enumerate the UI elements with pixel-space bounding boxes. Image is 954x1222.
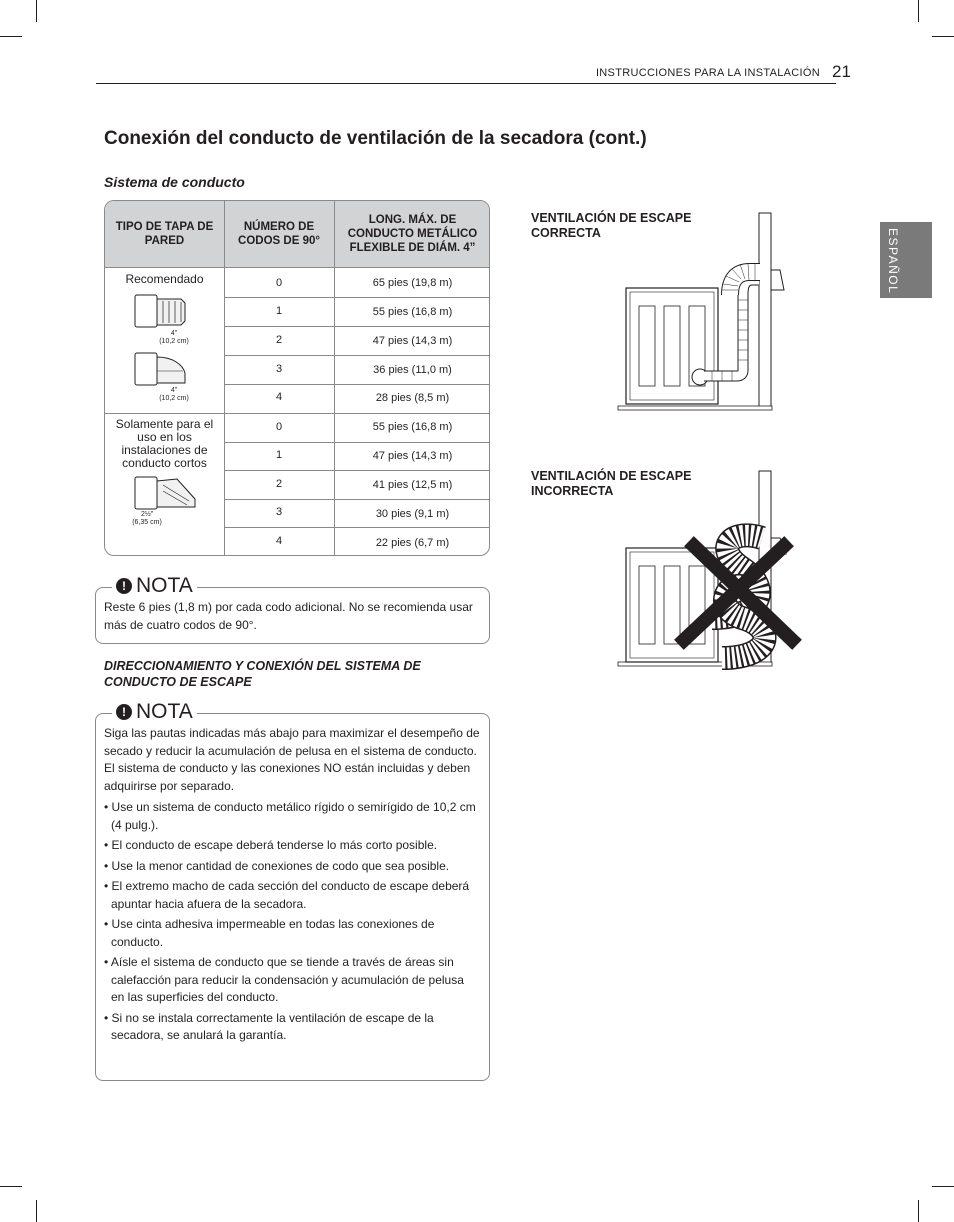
- cell-long: 30 pies (9,1 m): [375, 508, 450, 520]
- crop-mark: [932, 36, 954, 37]
- list-item: • Use cinta adhesiva impermeable en todas las conexiones de conducto.: [104, 917, 435, 949]
- section-subtitle: Sistema de conducto: [104, 174, 245, 190]
- list-item: • Si no se instala correctamente la ventilación de escape de la secadora, se anulará la garantía.: [104, 1010, 434, 1042]
- cell-long: 41 pies (12,5 m): [372, 479, 453, 491]
- wall-cap-hood-icon: [133, 351, 191, 389]
- table-divider: [224, 499, 490, 500]
- correct-vent-diagram: [612, 210, 792, 416]
- note-paragraph: Siga las pautas indicadas más abajo para maximizar el desempeño de secado y reducir la acumulación de pelusa en el sistema de conducto.: [104, 726, 480, 758]
- cell-codos: 2: [275, 334, 283, 346]
- language-tab-label: ESPAÑOL: [886, 228, 900, 295]
- cell-codos: 0: [275, 277, 283, 289]
- cell-long: 28 pies (8,5 m): [375, 392, 450, 404]
- cell-long: 22 pies (6,7 m): [375, 537, 450, 549]
- wall-cap-louver-icon: [133, 293, 191, 331]
- table-divider: [224, 470, 490, 471]
- table-divider: [224, 442, 490, 443]
- list-item: • El conducto de escape deberá tenderse lo más corto posible.: [104, 838, 438, 852]
- table-divider: [224, 527, 490, 528]
- table-divider: [224, 201, 225, 556]
- group-label-recommended: Recomendado: [125, 272, 204, 286]
- crop-mark: [36, 1200, 37, 1222]
- list-item: • Aísle el sistema de conducto que se tiende a través de áreas sin calefacción para reducir la condensación y acumulación de pelusa en las superficies del conducto.: [104, 955, 464, 1004]
- cell-long: 36 pies (11,0 m): [373, 364, 452, 376]
- cell-codos: 4: [275, 391, 283, 403]
- crop-mark: [0, 1186, 22, 1187]
- cell-codos: 1: [275, 305, 283, 317]
- cell-codos: 2: [275, 478, 283, 490]
- dimension-label: 4” (10,2 cm): [159, 330, 189, 345]
- note-title: NOTA: [136, 574, 193, 597]
- page-title: Conexión del conducto de ventilación de la secadora (cont.): [104, 128, 647, 149]
- list-item: • El extremo macho de cada sección del conducto de escape deberá apuntar hacia afuera de la secadora.: [104, 879, 470, 911]
- exclamation-icon: !: [116, 578, 132, 594]
- note-title: NOTA: [136, 700, 193, 723]
- list-item: • Use la menor cantidad de conexiones de codo que sea posible.: [104, 858, 450, 873]
- cell-long: 55 pies (16,8 m): [372, 421, 453, 433]
- header-section: INSTRUCCIONES PARA LA INSTALACIÓN: [595, 67, 820, 79]
- dimension-label: 4” (10,2 cm): [159, 387, 189, 402]
- incorrect-vent-label: VENTILACIÓN DE ESCAPE INCORRECTA: [531, 469, 692, 498]
- table-divider: [224, 355, 490, 356]
- header-rule: [96, 83, 836, 84]
- language-tab: [880, 222, 932, 298]
- section-heading: DIRECCIONAMIENTO Y CONEXIÓN DEL SISTEMA DE CONDUCTO DE ESCAPE: [104, 659, 421, 689]
- table-divider: [105, 267, 490, 268]
- crop-mark: [0, 36, 22, 37]
- table-divider: [334, 201, 335, 556]
- note-text: Reste 6 pies (1,8 m) por cada codo adicional. No se recomienda usar más de cuatro codos de 90°.: [104, 600, 473, 632]
- duct-table: [104, 200, 490, 556]
- header-elbows: NÚMERO DE CODOS DE 90°: [238, 221, 320, 247]
- note-heading: [112, 700, 197, 724]
- header-wall-cap: TIPO DE TAPA DE PARED: [115, 221, 214, 247]
- table-divider: [224, 297, 490, 298]
- header-max-length: LONG. MÁX. DE CONDUCTO METÁLICO FLEXIBLE DE DIÁM. 4”: [347, 214, 478, 254]
- wall-cap-flap-icon: [133, 475, 199, 513]
- cell-codos: 3: [275, 506, 283, 518]
- cell-long: 47 pies (14,3 m): [372, 335, 453, 347]
- table-divider: [105, 413, 490, 414]
- crop-mark: [918, 1200, 919, 1222]
- cell-long: 47 pies (14,3 m): [372, 450, 453, 462]
- note-body: [104, 725, 480, 1048]
- correct-vent-label: VENTILACIÓN DE ESCAPE CORRECTA: [531, 211, 692, 240]
- note-heading: [112, 574, 197, 598]
- exclamation-icon: !: [116, 704, 132, 720]
- cell-codos: 3: [275, 363, 283, 375]
- crop-mark: [932, 1186, 954, 1187]
- cell-codos: 0: [275, 421, 283, 433]
- crop-mark: [36, 0, 37, 22]
- note-paragraph: El sistema de conducto y las conexiones NO están incluidas y deben adquirirse por separado.: [104, 761, 471, 793]
- cell-codos: 1: [275, 449, 283, 461]
- table-divider: [224, 326, 490, 327]
- cell-codos: 4: [275, 535, 283, 547]
- list-item: • Use un sistema de conducto metálico rígido o semirígido de 10,2 cm (4 pulg.).: [104, 800, 476, 832]
- cell-long: 55 pies (16,8 m): [372, 306, 453, 318]
- incorrect-vent-diagram: [612, 468, 802, 672]
- dimension-label: 2½” (6,35 cm): [132, 511, 162, 526]
- group-label-short: Solamente para el uso en los instalaciones de conducto cortos: [115, 417, 214, 470]
- table-divider: [224, 384, 490, 385]
- cell-long: 65 pies (19,8 m): [372, 277, 453, 289]
- crop-mark: [918, 0, 919, 22]
- page-number: 21: [832, 62, 851, 81]
